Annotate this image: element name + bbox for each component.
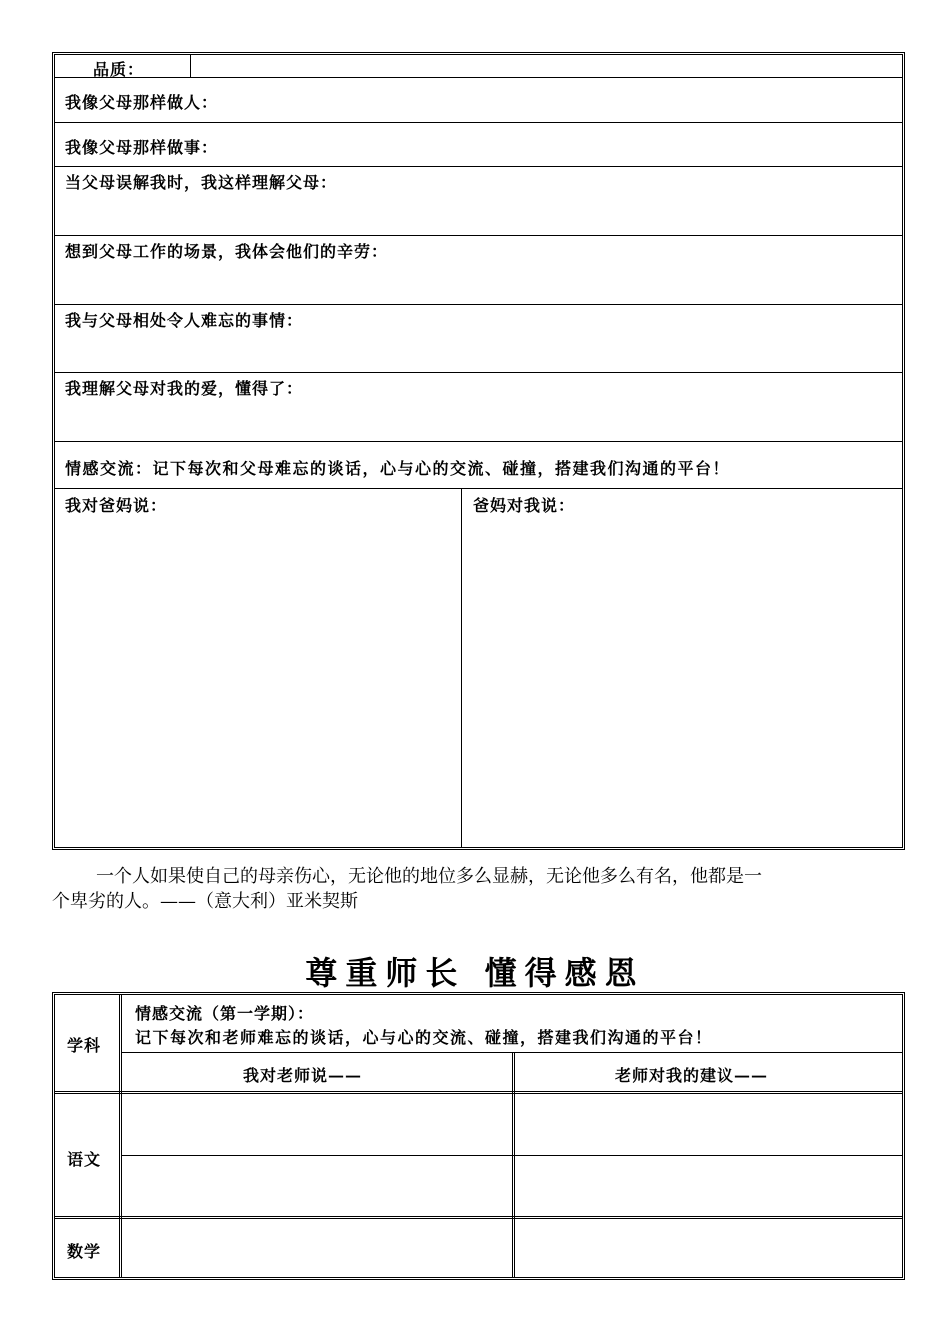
quote	[52, 864, 905, 914]
row-misunderstand-label: 当父母误解我时，我这样理解父母：	[65, 173, 338, 192]
quote-line-1: 一个人如果使自己的母亲伤心，无论他的地位多么显赫，无论他多么有名，他都是一	[96, 866, 762, 887]
chinese-teacher-cell-1[interactable]	[517, 1095, 900, 1153]
math-me-cell[interactable]	[123, 1220, 510, 1275]
exchange-line-2: 记下每次和老师难忘的谈话，心与心的交流、碰撞，搭建我们沟通的平台！	[135, 1028, 713, 1047]
subject-chinese: 语文	[67, 1150, 102, 1169]
parents-to-me-area[interactable]	[463, 515, 902, 847]
row-love-label: 我理解父母对我的爱，懂得了：	[65, 379, 304, 398]
parents-to-me-label: 爸妈对我说：	[473, 496, 576, 515]
row-work[interactable]	[55, 123, 902, 167]
row-behave[interactable]	[55, 78, 902, 123]
split-divider	[461, 489, 462, 847]
exchange-title-row	[55, 442, 902, 489]
chinese-teacher-cell-2[interactable]	[517, 1157, 900, 1214]
exchange-line-1: 情感交流（第一学期）：	[135, 1004, 315, 1023]
row-misunderstand[interactable]	[55, 167, 902, 236]
quality-row	[55, 55, 902, 78]
exchange-title: 情感交流：记下每次和父母难忘的谈话，心与心的交流、碰撞，搭建我们沟通的平台！	[65, 459, 731, 478]
parents-form	[52, 52, 905, 850]
row-behave-label: 我像父母那样做人：	[65, 93, 219, 112]
col-me-to-teacher: 我对老师说——	[243, 1066, 363, 1085]
subject-column-divider	[119, 995, 122, 1277]
math-row-divider	[55, 1216, 902, 1219]
row-memorable-label: 我与父母相处令人难忘的事情：	[65, 311, 304, 330]
row-work-label: 我像父母那样做事：	[65, 138, 219, 157]
middle-column-divider	[512, 1053, 515, 1277]
teacher-table	[52, 992, 905, 1280]
header-divider	[55, 1091, 902, 1094]
col-teacher-advice: 老师对我的建议——	[615, 1066, 769, 1085]
subject-header: 学科	[67, 1036, 102, 1055]
row-love[interactable]	[55, 373, 902, 442]
quote-line-2: 个卑劣的人。——（意大利）亚米契斯	[52, 891, 358, 912]
chinese-me-cell-2[interactable]	[123, 1157, 510, 1214]
row-hardship[interactable]	[55, 236, 902, 305]
row-memorable[interactable]	[55, 305, 902, 373]
math-teacher-cell[interactable]	[517, 1220, 900, 1275]
quality-label: 品质：	[93, 60, 145, 79]
section-heading: 尊重师长 懂得感恩	[305, 954, 645, 992]
chinese-me-cell-1[interactable]	[123, 1095, 510, 1153]
row-hardship-label: 想到父母工作的场景，我体会他们的辛劳：	[65, 242, 389, 261]
me-to-parents-area[interactable]	[55, 515, 460, 847]
quality-divider	[190, 55, 191, 77]
me-to-parents-label: 我对爸妈说：	[65, 496, 168, 515]
subject-math: 数学	[67, 1242, 102, 1261]
chinese-row-split	[121, 1155, 902, 1156]
